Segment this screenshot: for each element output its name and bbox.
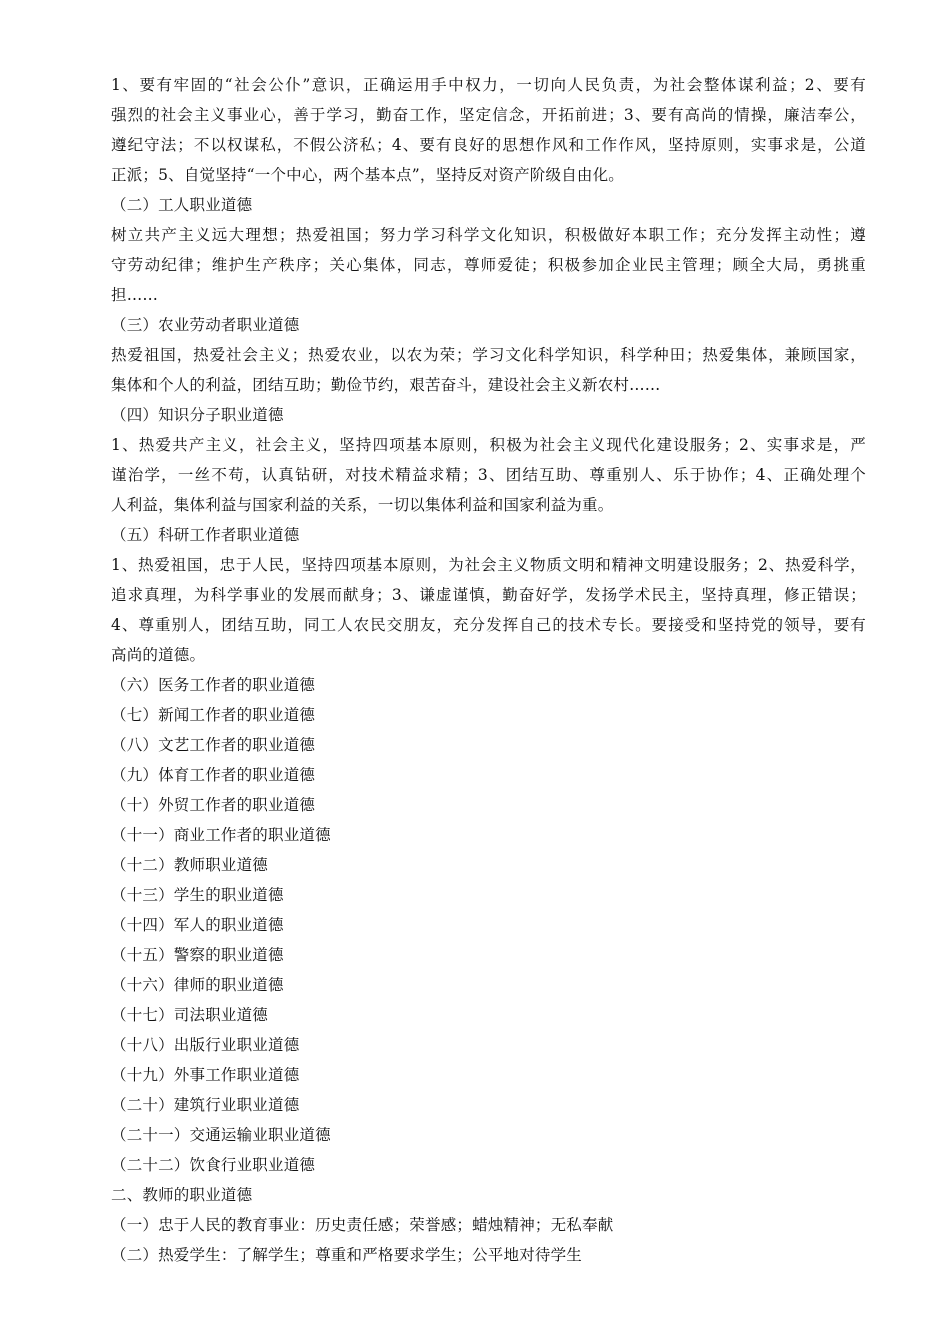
paragraph-cadre-ethics — [111, 70, 866, 190]
text-line: 4、尊重别人，团结互助，同工人农民交朋友，充分发挥自己的技术专长。要接受和坚持党的领导，要有 — [111, 616, 866, 634]
text-line: 集体和个人的利益，团结互助；勤俭节约，艰苦奋斗，建设社会主义新农村…… — [111, 376, 661, 394]
paragraph-intellectual-ethics — [111, 430, 866, 520]
heading-item: （八）文艺工作者的职业道德 — [111, 736, 316, 754]
text-line: 遵纪守法；不以权谋私，不假公济私；4、要有良好的思想作风和工作作风，坚持原则，实事求是，公道 — [111, 136, 866, 154]
text-line: 树立共产主义远大理想；热爱祖国；努力学习科学文化知识，积极做好本职工作；充分发挥主动性；遵 — [111, 226, 866, 244]
paragraph-researcher-ethics — [111, 550, 866, 670]
heading-item: （十）外贸工作者的职业道德 — [111, 796, 316, 814]
paragraph-worker-ethics — [111, 220, 866, 310]
heading-item: （十八）出版行业职业道德 — [111, 1036, 300, 1054]
text-line: 正派；5、自觉坚持“一个中心，两个基本点”，坚持反对资产阶级自由化。 — [111, 166, 625, 184]
heading-item: （十四）军人的职业道德 — [111, 916, 284, 934]
text-line: 热爱祖国，热爱社会主义；热爱农业，以农为荣；学习文化科学知识，科学种田；热爱集体，兼顾国家， — [111, 346, 866, 364]
text-line: 担…… — [111, 286, 159, 304]
heading-item: （十一）商业工作者的职业道德 — [111, 826, 331, 844]
heading-item: （二十二）饮食行业职业道德 — [111, 1156, 316, 1174]
heading-item: （十七）司法职业道德 — [111, 1006, 269, 1024]
paragraph-farmer-ethics — [111, 340, 866, 400]
text-line: 追求真理，为科学事业的发展而献身；3、谦虚谨慎，勤奋好学，发扬学术民主，坚持真理，修正错误； — [111, 586, 866, 604]
document-page — [111, 70, 866, 1270]
text-line: 1、热爱祖国，忠于人民，坚持四项基本原则，为社会主义物质文明和精神文明建设服务；2、热爱科学， — [111, 556, 866, 574]
heading-item: （六）医务工作者的职业道德 — [111, 676, 316, 694]
teacher-ethics-item: （二）热爱学生：了解学生；尊重和严格要求学生；公平地对待学生 — [111, 1246, 583, 1264]
heading-item: （十五）警察的职业道德 — [111, 946, 284, 964]
text-line: 人利益，集体利益与国家利益的关系，一切以集体利益和国家利益为重。 — [111, 496, 614, 514]
heading-researcher-ethics: （五）科研工作者职业道德 — [111, 526, 300, 544]
teacher-ethics-list — [111, 1210, 866, 1270]
text-line: 1、热爱共产主义，社会主义，坚持四项基本原则，积极为社会主义现代化建设服务；2、实事求是，严 — [111, 436, 866, 454]
heading-item: （七）新闻工作者的职业道德 — [111, 706, 316, 724]
heading-worker-ethics: （二）工人职业道德 — [111, 196, 253, 214]
text-line: 强烈的社会主义事业心，善于学习，勤奋工作，坚定信念，开拓前进；3、要有高尚的情操，廉洁奉公， — [111, 106, 866, 124]
heading-item: （十三）学生的职业道德 — [111, 886, 284, 904]
text-line: 守劳动纪律；维护生产秩序；关心集体，同志，尊师爱徒；积极参加企业民主管理；顾全大局，勇挑重 — [111, 256, 866, 274]
teacher-ethics-item: （一）忠于人民的教育事业：历史责任感；荣誉感；蜡烛精神；无私奉献 — [111, 1216, 614, 1234]
section-title-teacher-ethics: 二、教师的职业道德 — [111, 1186, 253, 1204]
heading-list — [111, 670, 866, 1180]
heading-item: （十九）外事工作职业道德 — [111, 1066, 300, 1084]
heading-item: （十二）教师职业道德 — [111, 856, 269, 874]
text-line: 高尚的道德。 — [111, 646, 206, 664]
heading-farmer-ethics: （三）农业劳动者职业道德 — [111, 316, 300, 334]
heading-intellectual-ethics: （四）知识分子职业道德 — [111, 406, 284, 424]
heading-item: （二十一）交通运输业职业道德 — [111, 1126, 331, 1144]
heading-item: （九）体育工作者的职业道德 — [111, 766, 316, 784]
text-line: 1、要有牢固的“社会公仆”意识，正确运用手中权力，一切向人民负责，为社会整体谋利益；2、要有 — [111, 76, 866, 94]
heading-item: （十六）律师的职业道德 — [111, 976, 284, 994]
heading-item: （二十）建筑行业职业道德 — [111, 1096, 300, 1114]
text-line: 谨治学，一丝不苟，认真钻研，对技术精益求精；3、团结互助、尊重别人、乐于协作；4、正确处理个 — [111, 466, 866, 484]
